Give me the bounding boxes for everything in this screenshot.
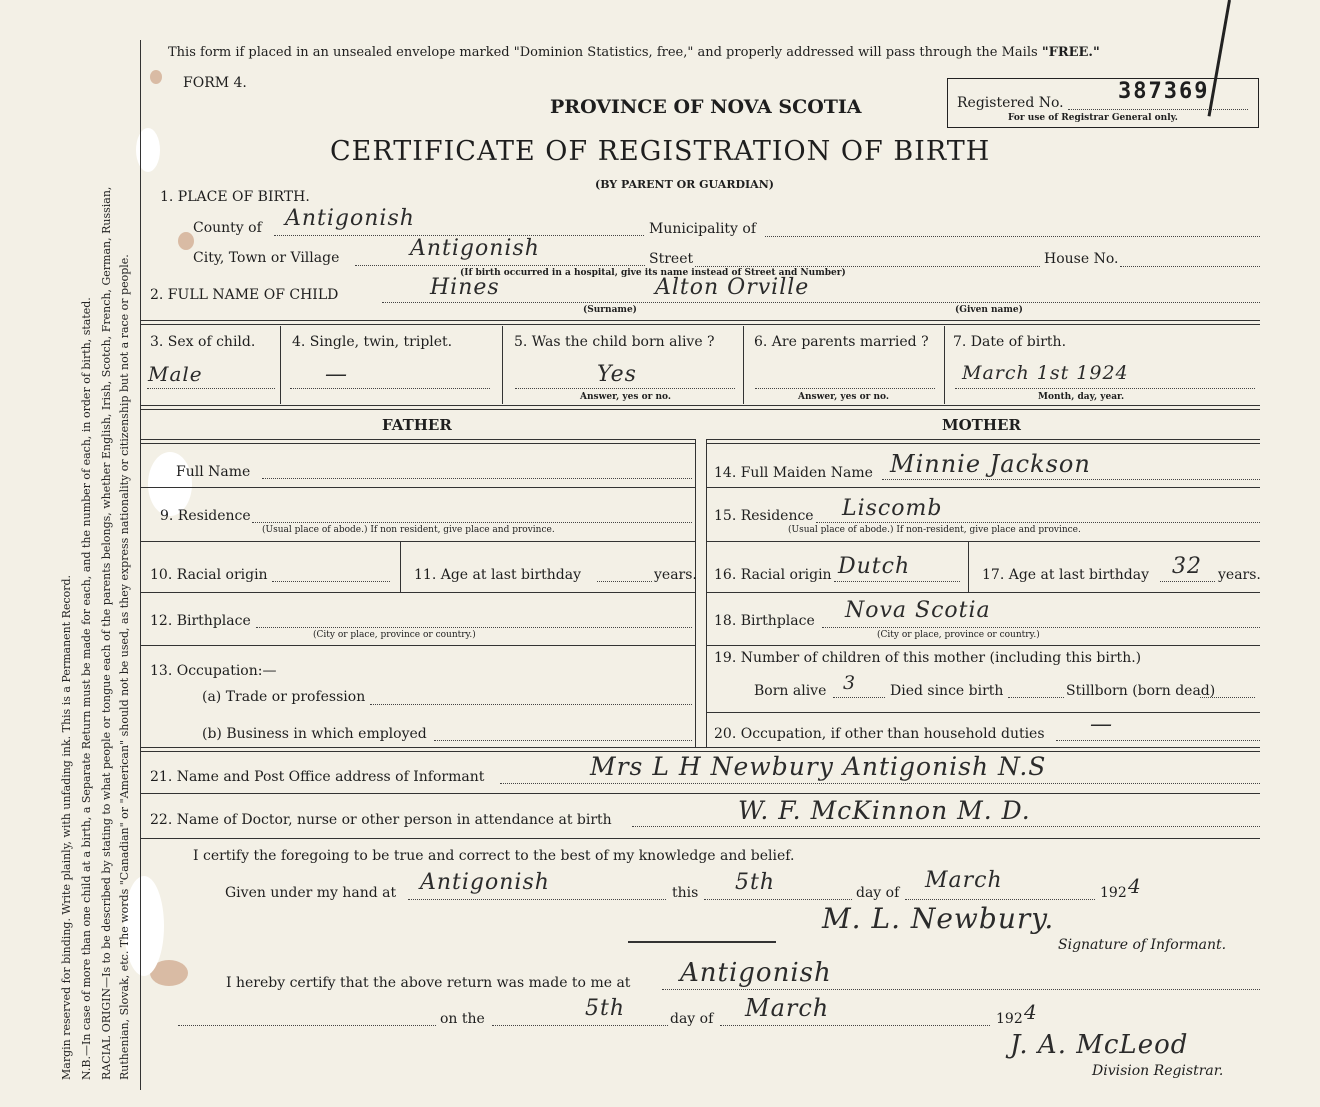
informant-label: 21. Name and Post Office address of Informant <box>150 769 485 785</box>
informant-signature: M. L. Newbury. <box>822 902 1055 935</box>
ink-stain <box>150 70 162 84</box>
certificate-subtitle: (BY PARENT OR GUARDIAN) <box>595 178 774 191</box>
registered-day-of-label: day of <box>670 1011 714 1027</box>
parents-married-caption: Answer, yes or no. <box>798 392 889 402</box>
given-day-of-label: day of <box>856 885 900 901</box>
registrar-signature-caption: Division Registrar. <box>1092 1063 1224 1079</box>
mother-age-years: years. <box>1218 567 1261 583</box>
father-name-label: Full Name <box>176 464 251 480</box>
mother-heading: MOTHER <box>942 416 1021 434</box>
child-given-name: Alton Orville <box>655 275 810 300</box>
dob-label: 7. Date of birth. <box>953 334 1067 350</box>
ink-stain <box>178 232 194 250</box>
informant-value: Mrs L H Newbury Antigonish N.S <box>590 752 1047 781</box>
father-residence-caption: (Usual place of abode.) If non resident, give place and province. <box>262 525 555 535</box>
mother-name-label: 14. Full Maiden Name <box>714 465 873 481</box>
born-alive-value: Yes <box>597 362 637 387</box>
dob-value: March 1st 1924 <box>962 362 1129 384</box>
mother-children-label: 19. Number of children of this mother (including this birth.) <box>714 650 1142 666</box>
child-name-label: 2. FULL NAME OF CHILD <box>150 287 339 303</box>
plurality-label: 4. Single, twin, triplet. <box>292 334 453 350</box>
registered-number: 387369 <box>1118 79 1210 104</box>
father-birthplace-caption: (City or place, province or country.) <box>313 630 476 640</box>
born-alive-count-label: Born alive <box>754 683 827 699</box>
county-label: County of <box>193 220 262 236</box>
sex-label: 3. Sex of child. <box>150 334 256 350</box>
sex-value: Male <box>148 362 203 386</box>
registered-year-prefix: 192 <box>996 1011 1023 1027</box>
father-occupation-label: 13. Occupation:— <box>150 663 277 679</box>
dob-caption: Month, day, year. <box>1038 392 1125 402</box>
mother-name-value: Minnie Jackson <box>890 450 1091 478</box>
margin-note-1: Margin reserved for binding. Write plainly, with unfading ink. This is a Permanent Record. <box>60 574 73 1080</box>
registrar-place-value: Antigonish <box>680 958 832 988</box>
informant-signature-caption: Signature of Informant. <box>1058 937 1227 953</box>
registered-day-value: 5th <box>585 996 626 1021</box>
margin-note-4: Ruthenian, Slovak, etc. The words "Canadian" or "American" should not be used, as they express nationality or citizenship but not a race or people. <box>118 254 131 1080</box>
registrar-signature: J. A. McLeod <box>1010 1030 1189 1060</box>
stillborn-label: Stillborn (born dead) <box>1066 683 1216 699</box>
mother-racial-value: Dutch <box>838 554 911 579</box>
given-year-suffix: 4 <box>1128 874 1142 898</box>
house-no-label: House No. <box>1044 251 1119 267</box>
father-trade-label: (a) Trade or profession <box>202 689 366 705</box>
this-label: this <box>672 885 699 901</box>
province-heading: PROVINCE OF NOVA SCOTIA <box>550 96 862 118</box>
certify-statement: I certify the foregoing to be true and correct to the best of my knowledge and belief. <box>193 848 795 864</box>
father-business-label: (b) Business in which employed <box>202 726 427 742</box>
given-name-caption: (Given name) <box>955 305 1023 315</box>
margin-rule <box>140 40 141 1090</box>
municipality-label: Municipality of <box>649 221 757 237</box>
mother-age-value: 32 <box>1172 554 1202 579</box>
given-under-hand-label: Given under my hand at <box>225 885 397 901</box>
hospital-note: (If birth occurred in a hospital, give its name instead of Street and Number) <box>460 268 846 278</box>
registrar-statement: I hereby certify that the above return was made to me at <box>226 975 631 991</box>
mother-racial-label: 16. Racial origin <box>714 567 832 583</box>
died-since-birth-label: Died since birth <box>890 683 1004 699</box>
born-alive-count-value: 3 <box>843 672 857 694</box>
mother-birthplace-caption: (City or place, province or country.) <box>877 630 1040 640</box>
punch-hole <box>148 452 192 516</box>
given-year-prefix: 192 <box>1100 885 1127 901</box>
doctor-value: W. F. McKinnon M. D. <box>738 796 1031 825</box>
margin-note-2: N.B.—In case of more than one child at a birth, a Separate Return must be made for each, and the number of each, in order of birth, stated. <box>80 297 93 1080</box>
father-heading: FATHER <box>382 416 452 434</box>
county-value: Antigonish <box>285 206 415 231</box>
given-day-value: 5th <box>735 870 776 895</box>
registrar-note: For use of Registrar General only. <box>1008 113 1178 123</box>
plurality-value: — <box>325 362 348 387</box>
surname-caption: (Surname) <box>583 305 637 315</box>
place-of-birth-heading: 1. PLACE OF BIRTH. <box>160 189 310 205</box>
city-value: Antigonish <box>410 236 540 261</box>
street-label: Street <box>649 251 694 267</box>
mail-notice: This form if placed in an unsealed envelope marked "Dominion Statistics, free," and properly addressed will pass through the Mails "FREE." <box>168 45 1100 60</box>
mother-residence-label: 15. Residence <box>714 508 814 524</box>
mother-occupation-value: — <box>1090 712 1113 737</box>
father-age-years: years. <box>654 567 697 583</box>
father-racial-label: 10. Racial origin <box>150 567 268 583</box>
doctor-label: 22. Name of Doctor, nurse or other person in attendance at birth <box>150 812 612 828</box>
born-alive-label: 5. Was the child born alive ? <box>514 334 715 350</box>
certificate-title: CERTIFICATE OF REGISTRATION OF BIRTH <box>330 136 991 167</box>
father-birthplace-label: 12. Birthplace <box>150 613 251 629</box>
father-residence-label: 9. Residence <box>160 508 251 524</box>
city-label: City, Town or Village <box>193 250 340 266</box>
mother-birthplace-label: 18. Birthplace <box>714 613 815 629</box>
registered-month-value: March <box>745 994 830 1022</box>
given-place-value: Antigonish <box>420 870 550 895</box>
parents-married-label: 6. Are parents married ? <box>754 334 929 350</box>
mother-age-label: 17. Age at last birthday <box>982 567 1150 583</box>
registered-year-suffix: 4 <box>1024 1000 1038 1024</box>
mother-residence-caption: (Usual place of abode.) If non-resident, give place and province. <box>788 525 1081 535</box>
registered-label: Registered No. <box>957 95 1064 111</box>
margin-note-3: RACIAL ORIGIN—Is to be described by stating to what people or tongue each of the parents belongs, whether English, Irish, Scotch, French, German, Russian, <box>100 186 113 1080</box>
mother-residence-value: Liscomb <box>842 496 943 521</box>
father-age-label: 11. Age at last birthday <box>414 567 582 583</box>
mother-occupation-label: 20. Occupation, if other than household duties <box>714 726 1045 742</box>
given-month-value: March <box>925 868 1003 893</box>
born-alive-caption: Answer, yes or no. <box>580 392 671 402</box>
child-surname: Hines <box>430 275 500 300</box>
mother-birthplace-value: Nova Scotia <box>845 598 991 623</box>
on-the-label: on the <box>440 1011 485 1027</box>
form-number: FORM 4. <box>183 75 247 91</box>
